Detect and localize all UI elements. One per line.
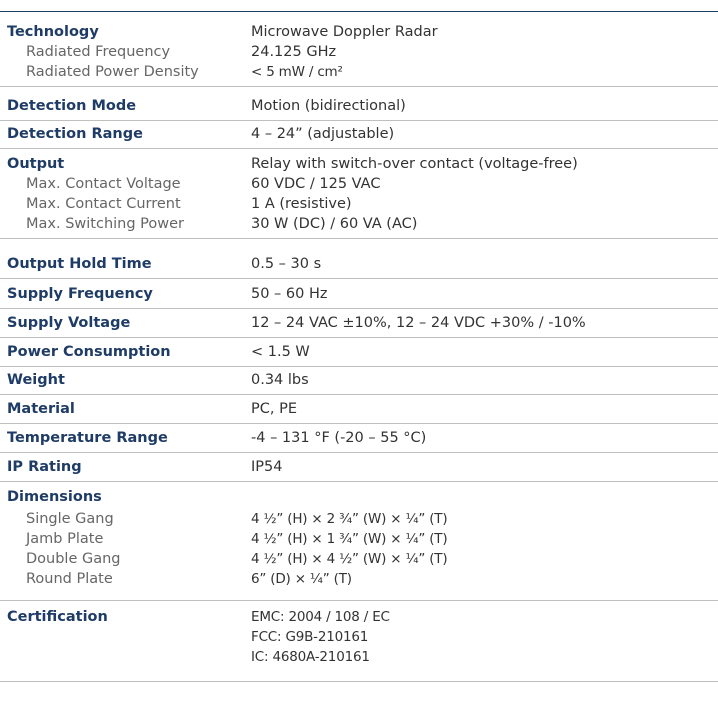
spec-value: 1 A (resistive): [251, 196, 352, 212]
spec-group-dimensions: [0, 487, 718, 601]
spec-sublabel: Round Plate: [26, 571, 113, 587]
spec-value: 24.125 GHz: [251, 44, 337, 60]
spec-row: [0, 457, 718, 477]
spec-group-supply-voltage: [0, 313, 718, 338]
spec-group-certification: [0, 607, 718, 669]
spec-value: IC: 4680A-210161: [251, 649, 370, 665]
spec-value: 30 W (DC) / 60 VA (AC): [251, 216, 418, 232]
spec-value: 60 VDC / 125 VAC: [251, 176, 381, 192]
spec-subrow: [0, 194, 718, 214]
spec-row: [0, 487, 718, 507]
spec-subrow: [0, 214, 718, 234]
spec-subrow: [0, 549, 718, 569]
spec-label: Certification: [7, 609, 108, 625]
spec-label: Technology: [7, 24, 99, 40]
spec-value: 12 – 24 VAC ±10%, 12 – 24 VDC +30% / -10%: [251, 315, 586, 331]
spec-subrow: [0, 647, 718, 667]
spec-sublabel: Max. Switching Power: [26, 216, 185, 232]
spec-group-temperature-range: [0, 428, 718, 453]
spec-sublabel: Double Gang: [26, 551, 121, 567]
spec-sublabel: Single Gang: [26, 511, 114, 527]
spec-row: [0, 428, 718, 448]
spec-sublabel: Max. Contact Current: [26, 196, 181, 212]
spec-row: [0, 313, 718, 333]
spec-value: EMC: 2004 / 108 / EC: [251, 609, 390, 625]
spec-row: [0, 22, 718, 42]
spec-label: Output Hold Time: [7, 256, 152, 272]
spec-row: [0, 370, 718, 390]
spec-label: Output: [7, 156, 65, 172]
spec-subrow: [0, 627, 718, 647]
spec-subrow: [0, 569, 718, 589]
spec-label: Supply Frequency: [7, 286, 153, 302]
spec-label: IP Rating: [7, 459, 82, 475]
spec-row: [0, 607, 718, 627]
spec-label: Dimensions: [7, 489, 102, 505]
spec-subrow: [0, 62, 718, 82]
spec-row: [0, 124, 718, 144]
spec-value: 0.34 lbs: [251, 372, 309, 388]
spec-value: 4 ½” (H) × 2 ¾” (W) × ¼” (T): [251, 511, 448, 527]
spec-group-weight: [0, 370, 718, 395]
spec-value: FCC: G9B-210161: [251, 629, 369, 645]
spec-value: IP54: [251, 459, 283, 475]
spec-value: -4 – 131 °F (-20 – 55 °C): [251, 430, 427, 446]
spec-value: 50 – 60 Hz: [251, 286, 328, 302]
spec-subrow: [0, 174, 718, 194]
spec-value: < 5 mW / cm²: [251, 64, 343, 80]
spec-value: 6” (D) × ¼” (T): [251, 571, 352, 587]
spec-value: PC, PE: [251, 401, 297, 417]
spec-group-technology: [0, 22, 718, 87]
spec-subrow: [0, 42, 718, 62]
spec-subrow: [0, 509, 718, 529]
spec-group-power-consumption: [0, 342, 718, 367]
spec-value: Microwave Doppler Radar: [251, 24, 438, 40]
spec-group-material: [0, 399, 718, 424]
spec-row: [0, 399, 718, 419]
spec-group-supply-frequency: [0, 284, 718, 309]
spec-group-output: [0, 154, 718, 239]
spec-label: Detection Range: [7, 126, 143, 142]
spec-value: 4 – 24” (adjustable): [251, 126, 395, 142]
spec-value: < 1.5 W: [251, 344, 310, 360]
spec-label: Power Consumption: [7, 344, 171, 360]
spec-label: Temperature Range: [7, 430, 168, 446]
top-divider: [0, 11, 718, 12]
spec-label: Detection Mode: [7, 98, 137, 114]
spec-group-output-hold-time: [0, 254, 718, 279]
spec-row: [0, 342, 718, 362]
spec-sublabel: Max. Contact Voltage: [26, 176, 181, 192]
spec-value: 4 ½” (H) × 1 ¾” (W) × ¼” (T): [251, 531, 448, 547]
spec-group-detection-range: [0, 124, 718, 149]
bottom-divider: [0, 681, 718, 682]
spec-subrow: [0, 529, 718, 549]
spec-row: [0, 154, 718, 174]
spec-sublabel: Radiated Power Density: [26, 64, 199, 80]
spec-row: [0, 96, 718, 116]
spec-sublabel: Radiated Frequency: [26, 44, 171, 60]
spec-value: 0.5 – 30 s: [251, 256, 322, 272]
spec-group-detection-mode: [0, 96, 718, 121]
spec-value: 4 ½” (H) × 4 ½” (W) × ¼” (T): [251, 551, 448, 567]
spec-sublabel: Jamb Plate: [26, 531, 104, 547]
spec-row: [0, 254, 718, 274]
spec-label: Weight: [7, 372, 65, 388]
spec-value: Relay with switch-over contact (voltage-free): [251, 156, 578, 172]
spec-group-ip-rating: [0, 457, 718, 482]
spec-value: Motion (bidirectional): [251, 98, 406, 114]
spec-label: Material: [7, 401, 75, 417]
spec-label: Supply Voltage: [7, 315, 131, 331]
spec-row: [0, 284, 718, 304]
